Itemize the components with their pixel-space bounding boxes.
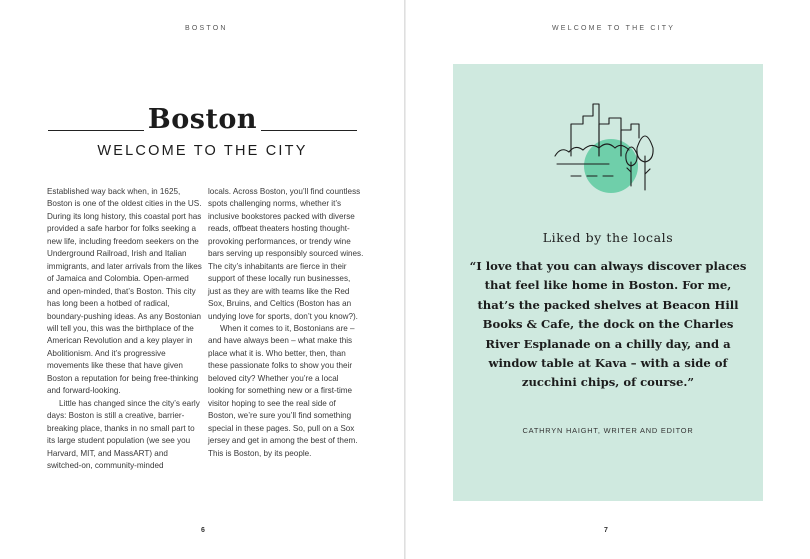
page-title [48, 104, 357, 136]
paragraph: Little has changed since the city’s early days: Boston is still a creative, barrier-breaking place, thanks in no small part to its large student population (we see you Harvard, MIT, and MassART) and switched-on, community-minded [47, 398, 200, 470]
page-number-right: 7 [604, 527, 608, 534]
pull-quote: “I love that you can always discover places that feel like home in Boston. For me, that’s the packed shelves at Beacon Hill Books & Cafe, the dock on the Charles River Esplanade on a chilly day, and a window table at Kava – with a side of zucchini chips, of course.” [469, 259, 747, 390]
page-title-text: Boston [144, 104, 261, 135]
quote-panel [453, 64, 763, 501]
running-head-right: WELCOME TO THE CITY [552, 25, 676, 32]
paragraph: Established way back when, in 1625, Boston is one of the oldest cities in the US. During its long history, this coastal port has provided a safe harbor for folks seeking a new life, including freedom seekers on the Underground Railroad, Irish and Italian immigrants, and later arrivals from the likes of Jamaica and Colombia. Open-armed and open-minded, that’s Boston. This city has long been a hotbed of radical, boundary-pushing ideas. As any Bostonian will tell you, this was the birthplace of the American Revolution and a key player in Abolitionism. And it’s progressive movements like these that have given Boston a reputation for being free-thinking and forward-looking. [47, 187, 202, 396]
city-skyline-icon [553, 94, 663, 204]
paragraph: When it comes to it, Bostonians are – and have always been – what make this place what it is. Who better, then, than these passionate folks to show you their beloved city? Whether you’re a local looking for something new or a first-time visitor hoping to see the real side of Boston, we’re sure you’ll find something special in these pages. So, pull on a Sox jersey and get in among the best of them. This is Boston, by its people. [208, 323, 358, 458]
paragraph: locals. Across Boston, you’ll find countless spots challenging norms, whether it’s inclusive bookstores packed with diverse reads, offbeat theaters hosting thought-provoking performances, or trendy wine bars serving up responsibly sourced wines. The city’s inhabitants are fierce in their support of these locally run businesses, just as they are with teams like the Red Sox, Bruins, and Celtics (Boston has an undying love for sports, don’t you know?). [208, 187, 364, 321]
body-column-2 [208, 186, 365, 460]
quote-attribution: CATHRYN HAIGHT, WRITER AND EDITOR [522, 426, 694, 435]
panel-heading: Liked by the locals [542, 230, 674, 245]
page-subtitle: WELCOME TO THE CITY [97, 143, 308, 159]
page-number-left: 6 [201, 527, 205, 534]
book-gutter [404, 0, 406, 559]
body-column-1 [47, 186, 204, 472]
running-head-left: BOSTON [185, 25, 228, 32]
